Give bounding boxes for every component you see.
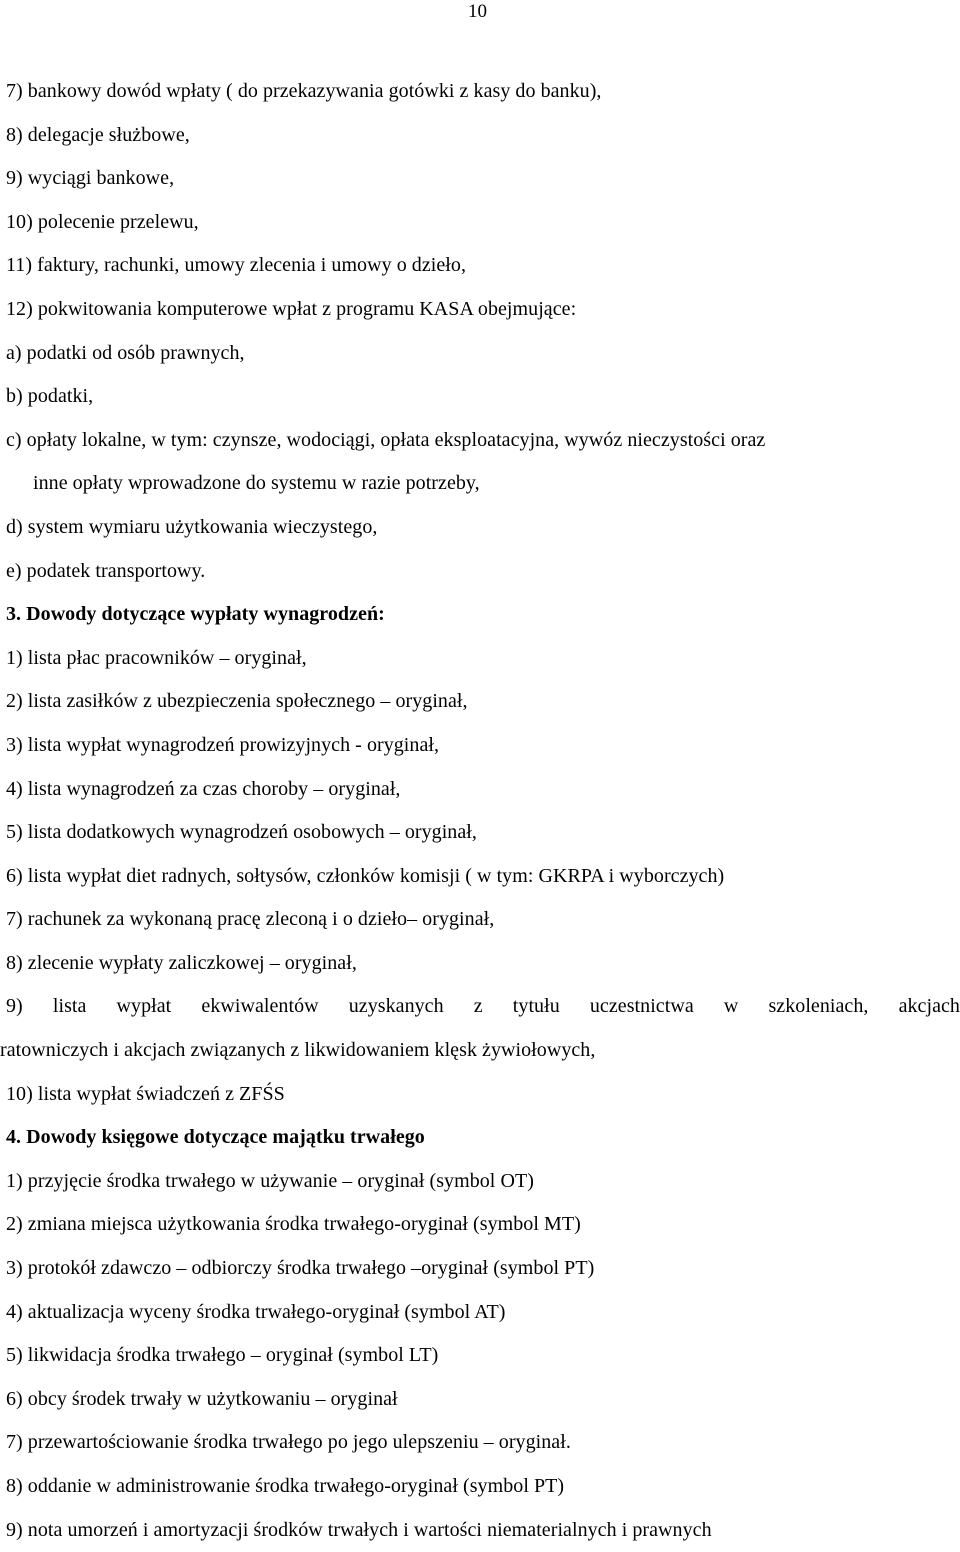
- list-item: 4) lista wynagrodzeń za czas choroby – oryginał,: [6, 777, 401, 800]
- list-item: 12) pokwitowania komputerowe wpłat z programu KASA obejmujące:: [6, 297, 577, 320]
- list-item: 3) protokół zdawczo – odbiorczy środka trwałego –oryginał (symbol PT): [6, 1257, 595, 1280]
- section-heading: 3. Dowody dotyczące wypłaty wynagrodzeń:: [6, 603, 385, 626]
- list-item: 5) lista dodatkowych wynagrodzeń osobowych – oryginał,: [6, 821, 477, 844]
- list-item: 7) bankowy dowód wpłaty ( do przekazywania gotówki z kasy do banku),: [6, 80, 602, 102]
- document-body: [0, 70, 960, 1552]
- list-item: 8) oddanie w administrowanie środka trwałego-oryginał (symbol PT): [6, 1475, 565, 1497]
- list-item: 9) nota umorzeń i amortyzacji środków trwałych i wartości niematerialnych i prawnych: [6, 1518, 712, 1541]
- list-item: 9) wyciągi bankowe,: [6, 167, 175, 190]
- list-item: e) podatek transportowy.: [6, 559, 206, 582]
- list-item: d) system wymiaru użytkowania wieczystego,: [6, 515, 378, 538]
- list-item: 2) lista zasiłków z ubezpieczenia społecznego – oryginał,: [6, 690, 468, 713]
- list-item-continuation: inne opłaty wprowadzone do systemu w razie potrzeby,: [33, 472, 480, 495]
- list-item: c) opłaty lokalne, w tym: czynsze, wodociągi, opłata eksploatacyjna, wywóz nieczystości oraz: [6, 428, 766, 451]
- list-item: 1) lista płac pracowników – oryginał,: [6, 646, 307, 669]
- list-item: 10) polecenie przelewu,: [6, 210, 199, 233]
- list-item: 8) zlecenie wypłaty zaliczkowej – oryginał,: [6, 951, 357, 974]
- section-heading: 4. Dowody księgowe dotyczące majątku trwałego: [6, 1126, 425, 1149]
- list-item: 5) likwidacja środka trwałego – oryginał (symbol LT): [6, 1344, 439, 1367]
- list-item: a) podatki od osób prawnych,: [6, 341, 245, 364]
- list-item: 6) obcy środek trwały w użytkowaniu – oryginał: [6, 1387, 398, 1410]
- list-item: 3) lista wypłat wynagrodzeń prowizyjnych - oryginał,: [6, 733, 440, 756]
- list-item-continuation: ratowniczych i akcjach związanych z likwidowaniem klęsk żywiołowych,: [0, 1039, 596, 1062]
- list-item: 6) lista wypłat diet radnych, sołtysów, członków komisji ( w tym: GKRPA i wyborczych): [6, 864, 725, 887]
- list-item: 1) przyjęcie środka trwałego w używanie – oryginał (symbol OT): [6, 1169, 534, 1192]
- list-item: 9) lista wypłat ekwiwalentów uzyskanych z tytułu uczestnictwa w szkoleniach, akcjach: [6, 995, 960, 1018]
- list-item: 8) delegacje służbowe,: [6, 123, 190, 146]
- list-item: 7) rachunek za wykonaną pracę zleconą i o dzieło– oryginał,: [6, 908, 495, 931]
- page-number: 10: [468, 1, 487, 22]
- list-item: b) podatki,: [6, 385, 94, 408]
- list-item: 11) faktury, rachunki, umowy zlecenia i umowy o dzieło,: [6, 254, 467, 277]
- list-item: 2) zmiana miejsca użytkowania środka trwałego-oryginał (symbol MT): [6, 1213, 581, 1236]
- list-item: 4) aktualizacja wyceny środka trwałego-oryginał (symbol AT): [6, 1300, 506, 1323]
- list-item: 7) przewartościowanie środka trwałego po jego ulepszeniu – oryginał.: [6, 1431, 571, 1454]
- list-item: 10) lista wypłat świadczeń z ZFŚS: [6, 1082, 285, 1105]
